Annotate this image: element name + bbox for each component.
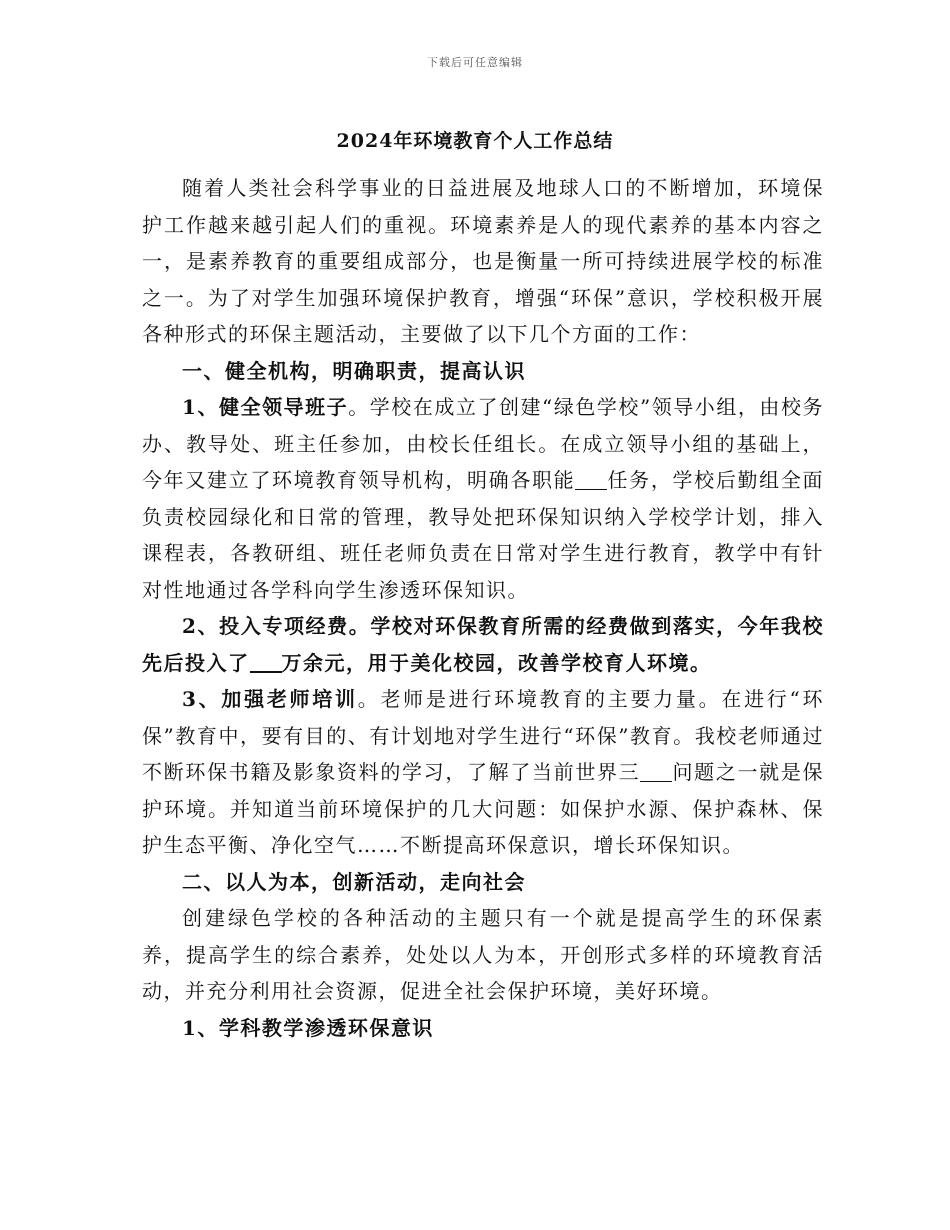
item-3-lead: 3、加强老师培训: [182, 687, 358, 711]
intro-paragraph: 随着人类社会科学事业的日益进展及地球人口的不断增加，环境保护工作越来越引起人们的重视。环境素养是人的现代素养的基本内容之一，是素养教育的重要组成部分，也是衡量一所可持续进展学校的标准之一。为了对学生加强环境保护教育，增强“环保”意识，学校积极开展各种形式的环保主题活动，主要做了以下几个方面的工作：: [142, 176, 824, 346]
section-2-item-1-heading: 1、学科教学渗透环保意识: [182, 1015, 434, 1040]
item-3-text-a: 。老师是进行环境教育的主要力量。在进行“环保”教育中，要有目的、有计划地对学生进行“环保”教育。我校老师通过不断环保书籍及影象资料的学习，了解了当前世界三: [142, 687, 824, 784]
page-header-note: 下载后可任意编辑: [427, 56, 523, 69]
section-1-heading: 一、健全机构，明确职责，提高认识: [182, 358, 526, 383]
section-1-item-2: [142, 608, 824, 681]
item-2-text-a: 2、投入专项经费。学校对环保教育所需的经费做到落实，今年我校先后投入了: [142, 614, 824, 675]
document-body: [142, 170, 824, 1046]
fill-in-blank: [250, 651, 282, 673]
section-1-item-1: [142, 389, 824, 608]
fill-in-blank: [640, 761, 672, 782]
section-2-paragraph: 创建绿色学校的各种活动的主题只有一个就是提高学生的环保素养，提高学生的综合素养，处处以人为本，开创形式多样的环境教育活动，并充分利用社会资源，促进全社会保护环境，美好环境。: [142, 906, 824, 1003]
fill-in-blank: [575, 469, 607, 490]
item-2-text-b: 万余元，用于美化校园，改善学校育人环境。: [281, 650, 712, 675]
section-2-heading: 二、以人为本，创新活动，走向社会: [182, 869, 526, 894]
document-title: 2024年环境教育个人工作总结: [336, 130, 614, 152]
item-1-text-b: 任务，学校后勤组全面负责校园绿化和日常的管理，教导处把环保知识纳入学校学计划，排入课程表，各教研组、班任老师负责在日常对学生进行教育，教学中有针对性地通过各学科向学生渗透环保知识。: [142, 468, 825, 602]
item-1-lead: 1、健全领导班子: [182, 395, 349, 419]
item-3-text-b: 问题之一就是保护环境。并知道当前环境保护的几大问题：如保护水源、保护森林、保护生态平衡、净化空气……不断提高环保意识，增长环保知识。: [142, 760, 825, 857]
section-1-item-3: [142, 681, 824, 864]
item-1-text-a: 。学校在成立了创建“绿色学校”领导小组，由校务办、教导处、班主任参加，由校长任组长。在成立领导小组的基础上，今年又建立了环境教育领导机构，明确各职能: [142, 395, 824, 492]
